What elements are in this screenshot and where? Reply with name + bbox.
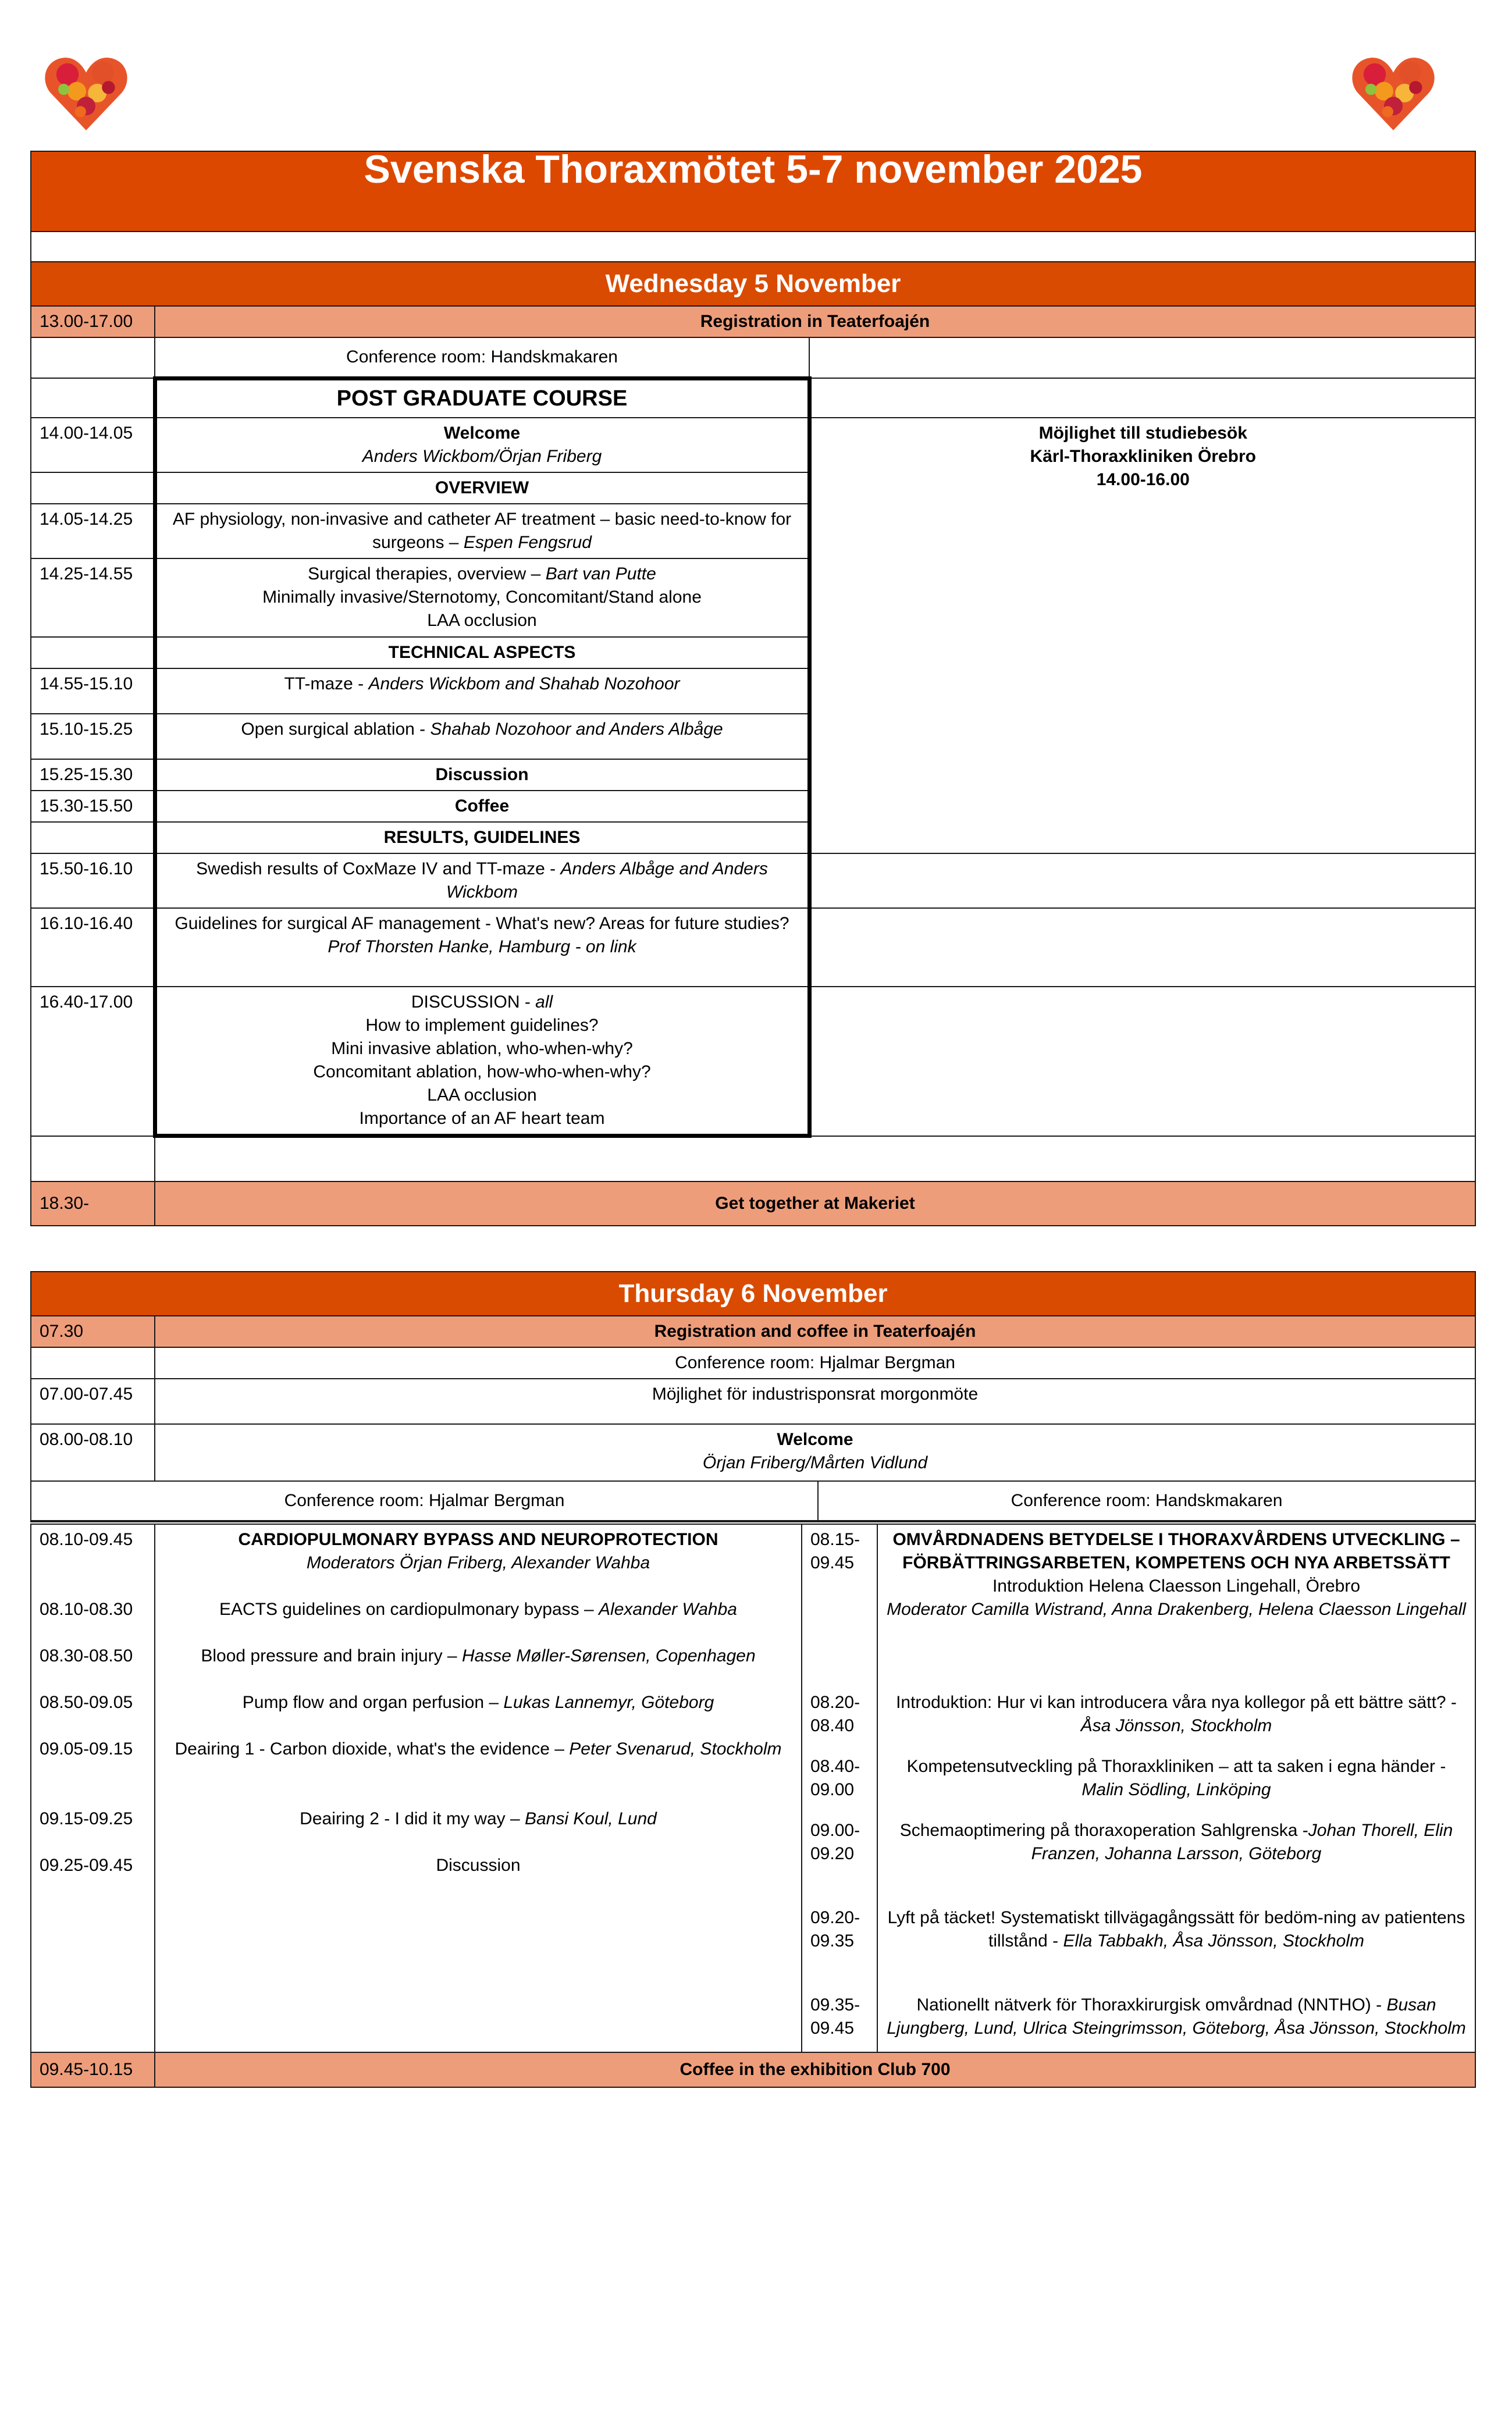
schedule-item: TT-maze - Anders Wickbom and Shahab Nozohoor	[155, 668, 809, 714]
autumn-heart-icon	[1347, 47, 1440, 140]
conference-room: Conference room: Handskmakaren	[155, 337, 809, 378]
day-header-wednesday: Wednesday 5 November	[31, 262, 1475, 306]
section-heading: OVERVIEW	[155, 472, 809, 504]
time-cell: 14.05-14.25	[31, 504, 155, 558]
section-heading: RESULTS, GUIDELINES	[155, 822, 809, 853]
discussion-item: DISCUSSION - all How to implement guidelines? Mini invasive ablation, who-when-why? Concomitant ablation, how-who-when-why? LAA occlusion Importance of an AF heart team	[155, 987, 809, 1136]
session-right-times: 08.15-09.45 08.20-08.40 08.40-09.00 09.00-09.20 09.20-09.35 09.35-09.45	[802, 1523, 877, 2052]
room-left: Conference room: Hjalmar Bergman	[31, 1481, 818, 1521]
day-header-thursday: Thursday 6 November	[31, 1272, 1475, 1316]
coffee-time: 09.45-10.15	[31, 2052, 155, 2087]
session-right: OMVÅRDNADENS BETYDELSE I THORAXVÅRDENS UTVECKLING – FÖRBÄTTRINGSARBETEN, KOMPETENS OCH NYA ARBETSSÄTT Introduktion Helena Claesson Lingehall, Örebro Moderator Camilla Wistrand, Anna Drakenberg, Helena Claesson Lingehall Introduktion: Hur vi kan introducera våra nya kollegor på ett bättre sätt? - Åsa Jönsson, Stockholm Kompetensutveckling på Thoraxkliniken – att ta saken i egna händer - Malin Södling, Linköping Schemaoptimering på thoraxoperation Sahlgrenska -Johan Thorell, Elin Franzen, Johanna Larsson, Göteborg Lyft på täcket! Systematiskt tillvägagångssätt för bedöm-ning av patientens tillstånd - Ella Tabbakh, Åsa Jönsson, Stockholm Nationellt nätverk för Thoraxkirurgisk omvårdnad (NNTHO) - Busan Ljungberg, Lund, Ulrica Steingrimsson, Göteborg, Åsa Jönsson, Stockholm	[877, 1523, 1475, 2052]
section-heading: TECHNICAL ASPECTS	[155, 637, 809, 668]
time-cell: 14.00-14.05	[31, 418, 155, 472]
time-cell: 07.00-07.45	[31, 1379, 155, 1424]
session-title: OMVÅRDNADENS BETYDELSE I THORAXVÅRDENS UTVECKLING – FÖRBÄTTRINGSARBETEN, KOMPETENS OCH NYA ARBETSSÄTT	[892, 1530, 1460, 1572]
time-cell: 14.55-15.10	[31, 668, 155, 714]
evening-time: 18.30-	[31, 1181, 155, 1226]
page-title: Svenska Thoraxmötet 5-7 november 2025	[31, 151, 1475, 232]
registration-label: Registration and coffee in Teaterfoajén	[155, 1316, 1475, 1347]
time-cell: 15.50-16.10	[31, 853, 155, 908]
morning-meeting: Möjlighet för industrisponsrat morgonmöte	[155, 1379, 1475, 1424]
schedule-item: Coffee	[155, 791, 809, 822]
schedule-item: AF physiology, non-invasive and catheter AF treatment – basic need-to-know for surgeons – Espen Fengsrud	[155, 504, 809, 558]
session-left: CARDIOPULMONARY BYPASS AND NEUROPROTECTION Moderators Örjan Friberg, Alexander Wahba EACTS guidelines on cardiopulmonary bypass – Alexander Wahba Blood pressure and brain injury – Hasse Møller-Sørensen, Copenhagen Pump flow and organ perfusion – Lukas Lannemyr, Göteborg Deairing 1 - Carbon dioxide, what's the evidence – Peter Svenarud, Stockholm Deairing 2 - I did it my way – Bansi Koul, Lund Discussion	[155, 1523, 802, 2052]
schedule-item: Swedish results of CoxMaze IV and TT-maze - Anders Albåge and Anders Wickbom	[155, 853, 809, 908]
course-title: POST GRADUATE COURSE	[155, 378, 809, 418]
time-cell: 15.30-15.50	[31, 791, 155, 822]
time-cell: 16.10-16.40	[31, 908, 155, 987]
time-cell: 15.10-15.25	[31, 714, 155, 759]
coffee-label: Coffee in the exhibition Club 700	[155, 2052, 1475, 2087]
registration-label: Registration in Teaterfoajén	[155, 306, 1475, 337]
wednesday-schedule	[30, 147, 1475, 1226]
spacer-row	[31, 232, 1475, 262]
time-cell: 08.00-08.10	[31, 1424, 155, 1481]
thursday-schedule	[30, 1271, 1475, 2088]
schedule-item: Surgical therapies, overview – Bart van Putte Minimally invasive/Sternotomy, Concomitant/Stand alone LAA occlusion	[155, 558, 809, 637]
schedule-item: Guidelines for surgical AF management - What's new? Areas for future studies? Prof Thorsten Hanke, Hamburg - on link	[155, 908, 809, 987]
schedule-item: Welcome Anders Wickbom/Örjan Friberg	[155, 418, 809, 472]
time-cell: 14.25-14.55	[31, 558, 155, 637]
registration-time: 07.30	[31, 1316, 155, 1347]
conference-room: Conference room: Hjalmar Bergman	[155, 1347, 1475, 1379]
room-right: Conference room: Handskmakaren	[818, 1481, 1475, 1521]
evening-label: Get together at Makeriet	[155, 1181, 1475, 1226]
registration-time: 13.00-17.00	[31, 306, 155, 337]
autumn-heart-icon	[40, 47, 133, 140]
study-visit-info: Möjlighet till studiebesök Kärl-Thoraxkliniken Örebro 14.00-16.00	[809, 418, 1475, 853]
session-left-times: 08.10-09.45 08.10-08.30 08.30-08.50 08.50-09.05 09.05-09.15 09.15-09.25 09.25-09.45	[31, 1523, 155, 2052]
session-title: CARDIOPULMONARY BYPASS AND NEUROPROTECTION	[238, 1530, 718, 1549]
schedule-item: Discussion	[155, 759, 809, 791]
time-cell: 16.40-17.00	[31, 987, 155, 1136]
welcome-item: Welcome Örjan Friberg/Mårten Vidlund	[155, 1424, 1475, 1481]
time-cell: 15.25-15.30	[31, 759, 155, 791]
schedule-item: Open surgical ablation - Shahab Nozohoor and Anders Albåge	[155, 714, 809, 759]
